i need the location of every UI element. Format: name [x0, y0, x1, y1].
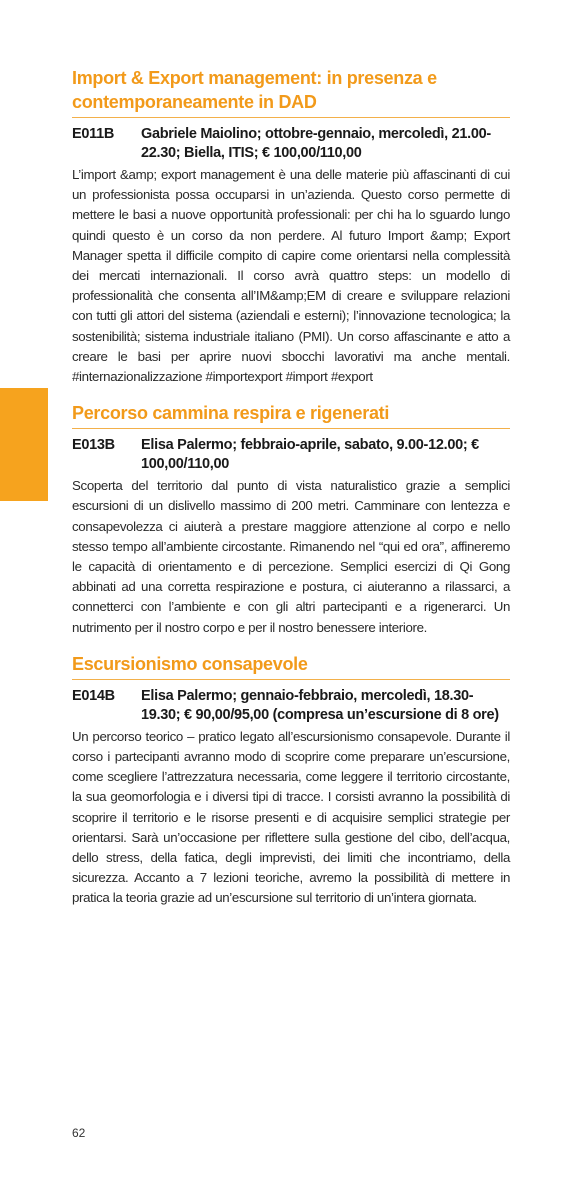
page-number: 62 [72, 1126, 86, 1140]
course-section-import-export [72, 66, 510, 387]
course-title: Import & Export management: in presenza e contemporaneamente in DAD [72, 66, 510, 118]
course-section-escursionismo [72, 652, 510, 909]
course-code: E013B [72, 437, 115, 454]
course-header [72, 436, 510, 474]
course-listing [72, 66, 510, 923]
course-description: L’import &amp; export management è una delle materie più affascinanti di cui un professionista possa occuparsi in un’azienda. Questo corso permette di mettere le basi a nuove opportunità professionali: per chi ha lo sguardo lungo quindi questo è un corso da non perdere. Al futuro Import &amp; Export Manager spetta il difficile compito di capire come orientarsi nella complessità dei mercati internazionali. Il corso avrà quattro steps: un modello di professionalità che consenta all’IM&amp;EM di creare e sviluppare relazioni con tutti gli attori del sistema (aziendali e esterni); l’innovazione tecnologica; la sostenibilità; sistema industriale italiano (PMI). Un corso affascinante e atto a creare le basi per aprire nuovi sbocchi lavorativi ma anche mentali. #internazionalizzazione #importexport #import #export [72, 167, 510, 385]
section-color-tab [0, 388, 48, 501]
course-code: E011B [72, 126, 115, 142]
course-header [72, 125, 510, 163]
course-details: Elisa Palermo; febbraio-aprile, sabato, 9.00-12.00; € 100,00/110,00 [141, 437, 479, 473]
course-section-cammina-respira [72, 401, 510, 638]
course-details: Gabriele Maiolino; ottobre-gennaio, mercoledì, 21.00-22.30; Biella, ITIS; € 100,00/110,00 [141, 126, 491, 161]
course-description: Scoperta del territorio dal punto di vista naturalistico grazie a semplici escursioni di un dislivello massimo di 200 metri. Camminare con lentezza e consapevolezza ci aiuterà a prestare maggiore attenzione al corpo e nello stesso tempo all’ambiente circostante. Rimanendo nel “qui ed ora”, affineremo le capacità di orientamento e di percezione. Semplici esercizi di Qi Gong abbinati ad una corretta respirazione e postura, ci aiuteranno a rilassarci, a connetterci con l’ambiente e con gli altri partecipanti e a rigenerarci. Un nutrimento per il nostro corpo e per il nostro benessere interiore. [72, 478, 510, 635]
course-description: Un percorso teorico – pratico legato all’escursionismo consapevole. Durante il corso i partecipanti avranno modo di scoprire come preparare un’escursione, come scegliere l’attrezzatura necessaria, come leggere il territorio circostante, la sua geomorfologia e i diversi tipi di tracce. I corsisti avranno la possibilità di scoprire il territorio e le risorse presenti e di acquisire semplici strategie per orientarsi. Sarà un’occasione per riflettere sulla gestione del cibo, dell’acqua, dello stress, della fatica, degli imprevisti, dei limiti che incontriamo, della sicurezza. Accanto a 7 lezioni teoriche, avremo la possibilità di mettere in pratica la teoria grazie ad un’escursione sul territorio di un’intera giornata. [72, 728, 510, 906]
course-title: Percorso cammina respira e rigenerati [72, 401, 510, 429]
course-header [72, 687, 510, 725]
course-details: Elisa Palermo; gennaio-febbraio, mercoledì, 18.30-19.30; € 90,00/95,00 (compresa un’escursione di 8 ore) [141, 687, 499, 723]
course-title: Escursionismo consapevole [72, 652, 510, 680]
course-code: E014B [72, 687, 115, 704]
